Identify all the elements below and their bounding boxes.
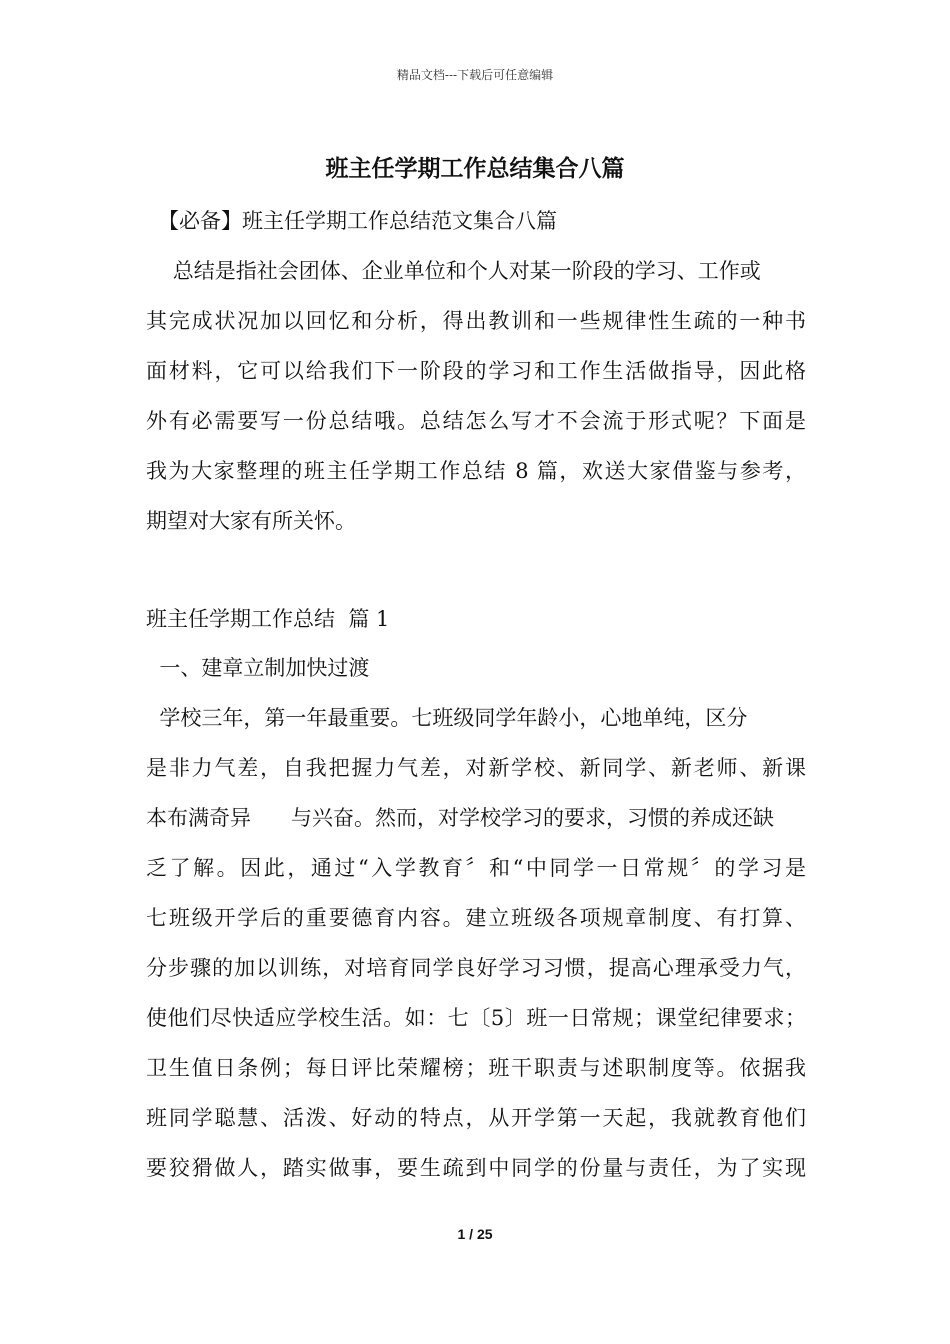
body-line: 七班级开学后的重要德育内容。建立班级各项规章制度、有打算、 bbox=[146, 906, 806, 930]
body-line: 是非力气差，自我把握力气差，对新学校、新同学、新老师、新课 bbox=[146, 756, 806, 780]
document-title: 班主任学期工作总结集合八篇 bbox=[325, 155, 625, 182]
subsection-heading: 一、建章立制加快过渡 bbox=[146, 656, 370, 680]
page-number: 1 / 25 bbox=[457, 1226, 493, 1242]
body-line: 其完成状况加以回忆和分析，得出教训和一些规律性生疏的一种书 bbox=[146, 309, 806, 333]
body-line: 分步骤的加以训练，对培育同学良好学习习惯，提高心理承受力气， bbox=[146, 956, 806, 980]
body-line: 学校三年，第一年最重要。七班级同学年龄小，心地单纯，区分 bbox=[146, 706, 748, 730]
body-line: 使他们尽快适应学校生活。如：七〔5〕班一日常规；课堂纪律要求； bbox=[146, 1006, 806, 1030]
body-line: 面材料，它可以给我们下一阶段的学习和工作生活做指导，因此格 bbox=[146, 359, 806, 383]
body-line: 总结是指社会团体、企业单位和个人对某一阶段的学习、工作或 bbox=[146, 259, 761, 283]
body-line: 班同学聪慧、活泼、好动的特点，从开学第一天起，我就教育他们 bbox=[146, 1106, 806, 1130]
body-line: 期望对大家有所关怀。 bbox=[146, 509, 356, 533]
body-line: 乏了解。因此，通过“入学教育〞和“中同学一日常规〞的学习是 bbox=[146, 856, 806, 880]
body-line: 本布满奇异 与兴奋。然而，对学校学习的要求，习惯的养成还缺 bbox=[146, 806, 775, 830]
section-heading: 班主任学期工作总结 篇 1 bbox=[146, 607, 390, 631]
subtitle-line: 【必备】班主任学期工作总结范文集合八篇 bbox=[158, 209, 557, 233]
body-line: 我为大家整理的班主任学期工作总结 8 篇，欢送大家借鉴与参考， bbox=[146, 459, 806, 483]
header-note: 精品文档---下载后可任意编辑 bbox=[396, 68, 554, 82]
body-line: 要狡猾做人，踏实做事，要生疏到中同学的份量与责任，为了实现 bbox=[146, 1156, 806, 1180]
body-line: 卫生值日条例；每日评比荣耀榜；班干职责与述职制度等。依据我 bbox=[146, 1056, 806, 1080]
body-line: 外有必需要写一份总结哦。总结怎么写才不会流于形式呢？下面是 bbox=[146, 409, 806, 433]
